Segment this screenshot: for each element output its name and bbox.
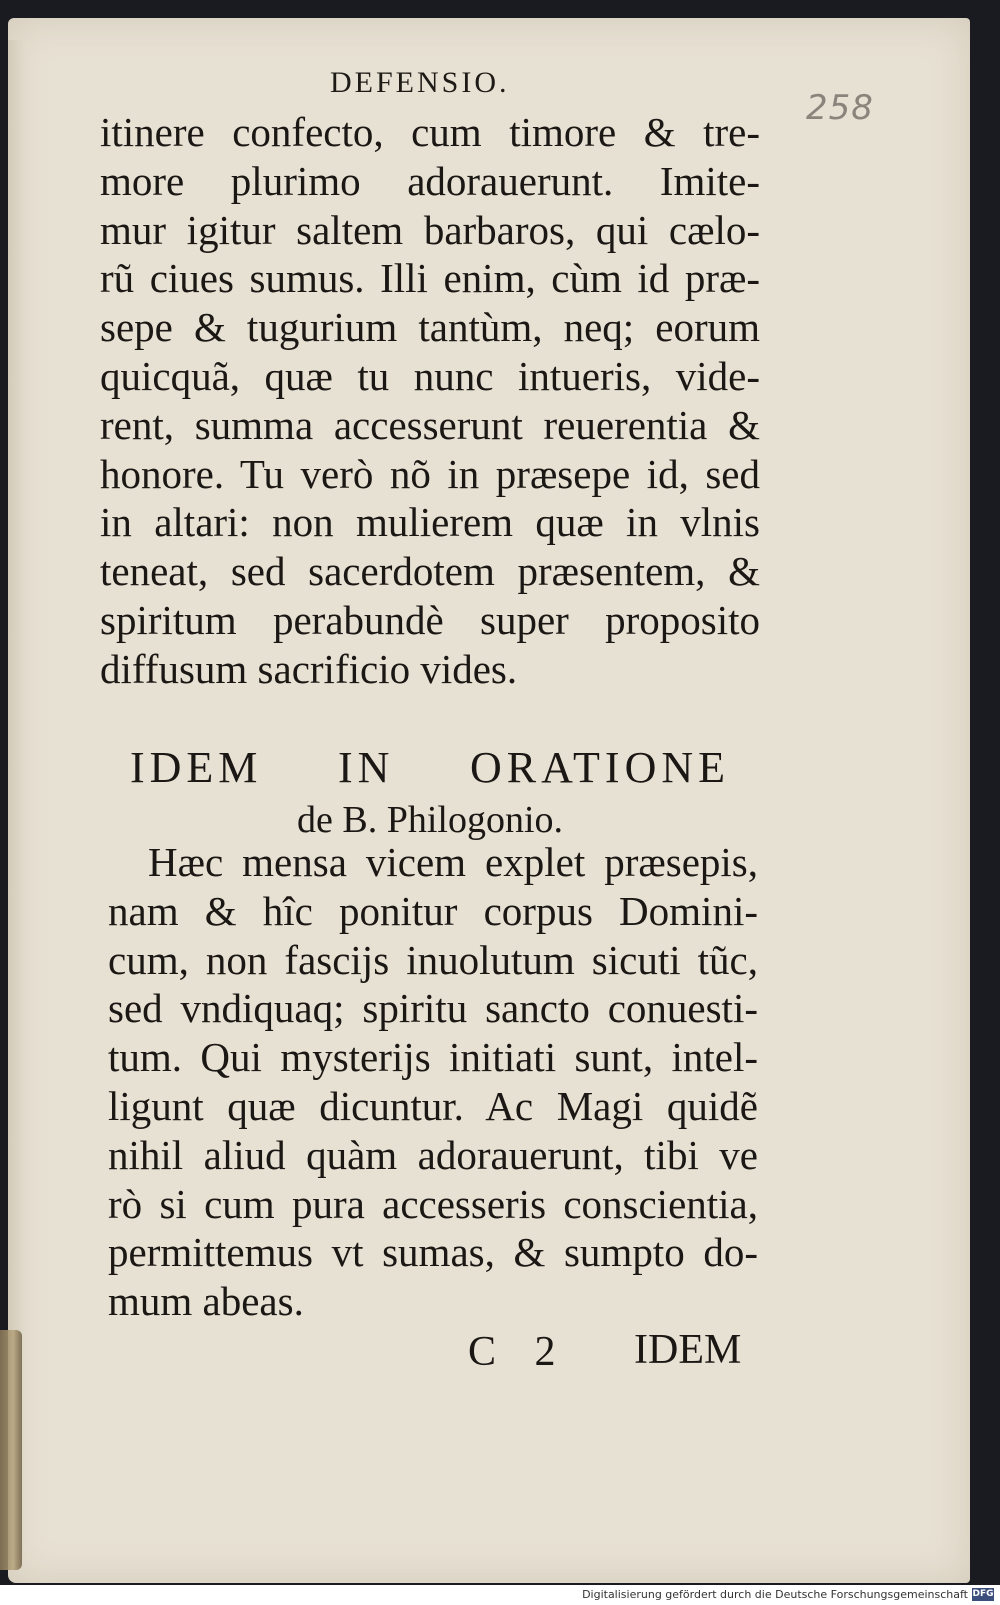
text-line: teneat, sed sacerdotem præsentem, &: [100, 548, 760, 595]
text-line: permittemus vt sumas, & sumpto do-: [108, 1229, 758, 1276]
text-line: sed vndiquaq; spiritu sancto conuesti-: [108, 985, 758, 1032]
paragraph-1: [100, 108, 760, 694]
text-line: spiritum perabundè super proposito: [100, 596, 760, 643]
text-line: quicquã, quæ tu nunc intueris, vide-: [100, 352, 760, 399]
text-line: tum. Qui mysterijs initiati sunt, intel-: [108, 1034, 758, 1081]
text-line: in altari: non mulierem quæ in vlnis: [100, 499, 760, 546]
signature-mark: C 2: [468, 1329, 570, 1375]
text-line: cum, non fascijs inuolutum sicuti tũc,: [108, 936, 758, 983]
text-line: honore. Tu verò nõ in præsepe id, sed: [100, 450, 760, 497]
section-subheading: de B. Philogonio.: [296, 799, 564, 841]
section-heading: IDEM IN ORATIONE: [130, 743, 730, 792]
text-line: ligunt quæ dicuntur. Ac Magi quidẽ: [108, 1082, 758, 1129]
catchword: IDEM: [634, 1327, 742, 1373]
funding-credit: Digitalisierung gefördert durch die Deutsche Forschungsgemeinschaft: [582, 1588, 968, 1601]
text-line: nihil aliud quàm adorauerunt, tibi ve: [108, 1131, 758, 1178]
text-line: mum abeas.: [108, 1278, 304, 1325]
text-line: sepe & tugurium tantùm, neq; eorum: [100, 304, 760, 351]
text-line: Hæc mensa vicem explet præsepis,: [148, 839, 758, 885]
handwritten-folio-number: 258: [806, 88, 874, 128]
text-line: rò si cum pura accesseris conscientia,: [108, 1180, 758, 1227]
dfg-logo: DFG: [972, 1589, 994, 1599]
text-line: rũ ciues sumus. Illi enim, cùm id præ-: [100, 255, 760, 302]
text-line: diffusum sacrificio vides.: [100, 645, 518, 692]
text-line: nam & hîc ponitur corpus Domini-: [108, 887, 758, 934]
text-line: more plurimo adorauerunt. Imite-: [100, 157, 760, 204]
binding-fragment: [0, 1330, 22, 1570]
paragraph-2: [108, 838, 758, 1326]
text-line: mur igitur saltem barbaros, qui cælo-: [100, 206, 760, 253]
running-head: DEFENSIO.: [330, 66, 510, 99]
text-line: rent, summa accesserunt reuerentia &: [100, 401, 760, 448]
text-line: itinere confecto, cum timore & tre-: [100, 109, 760, 155]
